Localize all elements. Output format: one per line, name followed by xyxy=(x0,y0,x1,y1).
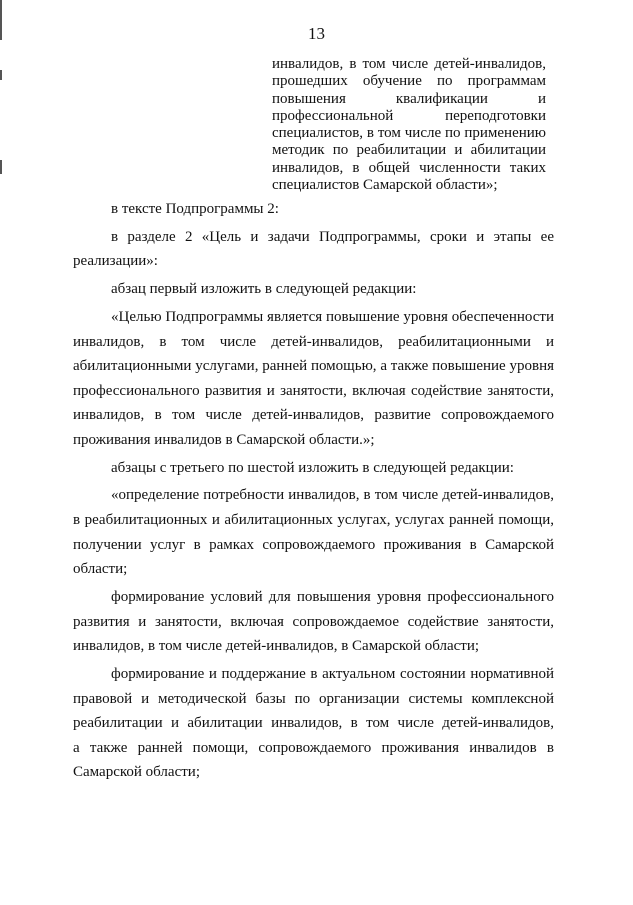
paragraph-line: Самарской области; xyxy=(73,764,200,781)
paragraph-line: правовой и методической базы по организации системы комплексной xyxy=(73,690,554,707)
paragraph-line: абзацы с третьего по шестой изложить в следующей редакции: xyxy=(111,459,514,476)
paragraph-line: абзац первый изложить в следующей редакции: xyxy=(111,281,417,298)
paragraph-line: области; xyxy=(73,561,128,578)
quote-line: инвалидов, в том числе детей-инвалидов, xyxy=(272,56,546,72)
paragraph-line: «Целью Подпрограммы является повышение уровня обеспеченности xyxy=(111,308,554,325)
paragraph-line: проживания инвалидов в Самарской области.»; xyxy=(73,431,375,448)
quote-line: специалистов Самарской области»; xyxy=(272,177,498,194)
quote-line: методик по реабилитации и абилитации xyxy=(272,142,546,159)
paragraph xyxy=(73,585,554,659)
paragraph-line: в тексте Подпрограммы 2: xyxy=(111,201,279,217)
paragraph xyxy=(73,305,554,453)
page-number: 13 xyxy=(308,24,325,43)
paragraph-line: инвалидов, в том числе детей-инвалидов, развитие сопровождаемого xyxy=(73,407,554,424)
paragraph xyxy=(73,483,554,581)
paragraph xyxy=(73,225,554,274)
paragraph xyxy=(73,456,554,481)
paragraph-line: формирование условий для повышения уровня профессионального xyxy=(111,589,554,606)
quote-line: профессиональной переподготовки xyxy=(272,107,546,124)
binder-edge-mark xyxy=(0,160,2,174)
paragraph-line: а также ранней помощи, сопровождаемого проживания инвалидов в xyxy=(73,739,554,756)
binder-edge-mark xyxy=(0,70,2,80)
document-body xyxy=(73,197,554,788)
paragraph xyxy=(73,662,554,785)
paragraph-line: инвалидов, в том числе детей-инвалидов, в Самарской области; xyxy=(73,638,480,655)
paragraph-line: инвалидов, в том числе детей-инвалидов, реабилитационными и xyxy=(73,333,554,350)
paragraph-line: развития и занятости, включая сопровождаемое содействие занятости, xyxy=(73,613,554,630)
quote-line: повышения квалификации и xyxy=(272,90,546,107)
paragraph-line: получении услуг в рамках сопровождаемого проживания в Самарской xyxy=(73,536,554,553)
paragraph-line: реализации»: xyxy=(73,253,158,270)
paragraph xyxy=(73,277,554,302)
quote-line: прошедших обучение по программам xyxy=(272,73,546,90)
paragraph-line: профессионального развития и занятости, включая содействие занятости, xyxy=(73,382,554,399)
paragraph-line: в разделе 2 «Цель и задачи Подпрограммы, сроки и этапы ее xyxy=(111,228,554,245)
quote-line: инвалидов, в общей численности таких xyxy=(272,159,546,176)
paragraph xyxy=(73,197,554,222)
paragraph-line: формирование и поддержание в актуальном состоянии нормативной xyxy=(111,666,554,682)
paragraph-line: в реабилитационных и абилитационных услугах, услугах ранней помощи, xyxy=(73,512,554,529)
paragraph-line: реабилитации и абилитации инвалидов, в том числе детей-инвалидов, xyxy=(73,715,554,732)
paragraph-line: абилитационными услугами, ранней помощью, а также повышение уровня xyxy=(73,358,554,375)
paragraph-line: «определение потребности инвалидов, в том числе детей-инвалидов, xyxy=(111,487,554,504)
quoted-indicator-text xyxy=(272,56,546,194)
quote-line: специалистов, в том числе по применению xyxy=(272,125,546,142)
